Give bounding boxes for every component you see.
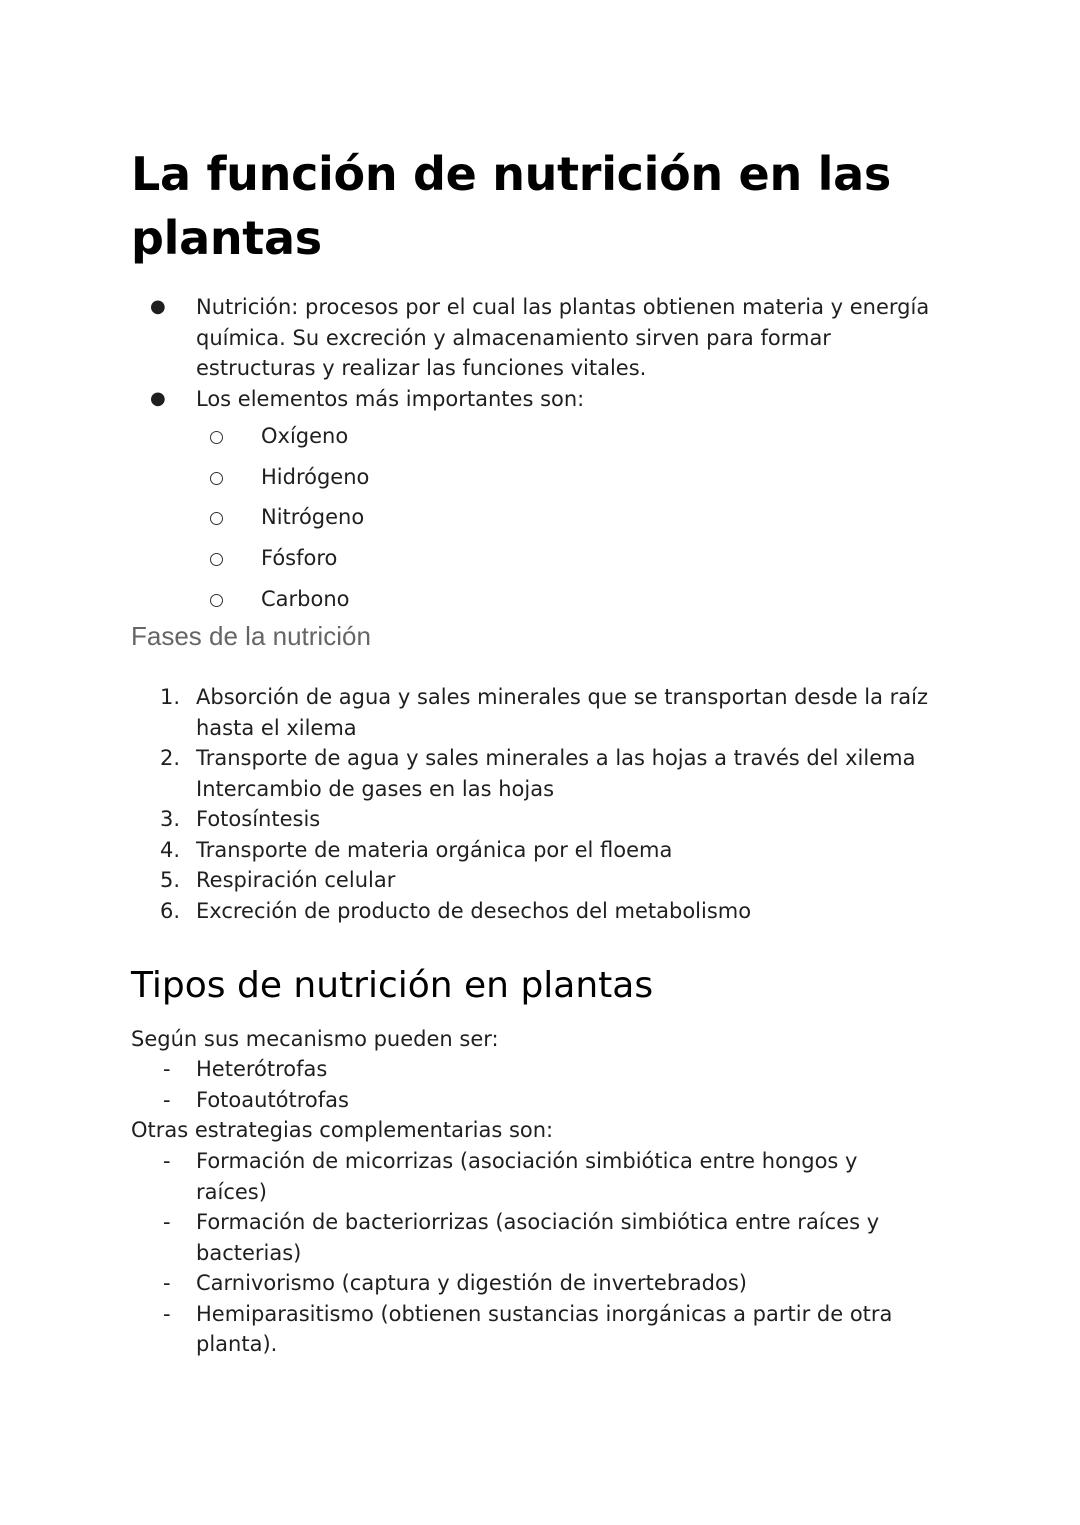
phases-heading: Fases de la nutrición <box>131 621 371 651</box>
dash-bullet: - <box>163 1271 171 1295</box>
list-item <box>0 804 1080 835</box>
list-item-text: Hemiparasitismo (obtienen sustancias inorgánicas a partir de otra planta). <box>196 1301 893 1356</box>
list-item <box>0 462 1080 503</box>
circle-bullet-icon <box>210 465 224 479</box>
list-item <box>0 865 1080 896</box>
strategies-intro: Otras estrategias complementarias son: <box>131 1118 554 1142</box>
list-item-text: Fotosíntesis <box>196 807 321 831</box>
list-item-text: Respiración celular <box>196 868 396 892</box>
list-item-text: Hidrógeno <box>261 464 370 489</box>
list-item-text: Nutrición: procesos por el cual las plantas obtienen materia y energía química. Su excreción y almacenamiento sirven para formar estructuras y realizar las funciones vitales. <box>196 295 930 380</box>
list-item-text: Heterótrofas <box>196 1057 328 1081</box>
list-item-text: Absorción de agua y sales minerales que se transportan desde la raíz hasta el xilema <box>196 685 929 740</box>
circle-bullet-icon <box>210 505 224 519</box>
list-item-text: Transporte de materia orgánica por el floema <box>196 837 673 862</box>
circle-bullet-icon <box>210 424 224 438</box>
dash-bullet: - <box>163 1149 171 1173</box>
dash-bullet: - <box>163 1301 171 1326</box>
list-item-text: Fósforo <box>261 546 338 571</box>
dash-bullet: - <box>163 1210 171 1234</box>
list-item-text: Carbono <box>261 586 350 611</box>
list-item <box>0 421 1080 462</box>
list-item <box>0 543 1080 584</box>
list-item <box>0 835 1080 866</box>
list-item <box>0 1207 1080 1268</box>
list-item <box>0 1085 1080 1116</box>
list-item-text: Fotoautótrofas <box>196 1087 349 1112</box>
page-title: La función de nutrición en las plantas <box>131 147 891 265</box>
list-item-text: Formación de micorrizas (asociación simbiótica entre hongos y raíces) <box>196 1149 858 1204</box>
list-number: 6. <box>160 898 181 923</box>
list-item-text: Nitrógeno <box>261 505 365 530</box>
strategies-list <box>0 1146 1080 1360</box>
list-item <box>0 743 1080 804</box>
list-item-text: Formación de bacteriorrizas (asociación simbiótica entre raíces y bacterias) <box>196 1210 880 1265</box>
circle-bullet-icon <box>210 587 224 601</box>
list-item <box>0 1054 1080 1085</box>
elements-sublist <box>0 421 1080 624</box>
dash-bullet: - <box>163 1087 171 1112</box>
list-item <box>0 1146 1080 1207</box>
list-item-text: Los elementos más importantes son: <box>196 386 585 411</box>
list-number: 3. <box>160 807 181 831</box>
list-item <box>0 1268 1080 1299</box>
list-item <box>0 1299 1080 1360</box>
circle-bullet-icon <box>210 546 224 560</box>
list-item <box>0 682 1080 743</box>
intro-bullet-list <box>0 292 1080 414</box>
mechanism-intro: Según sus mecanismo pueden ser: <box>131 1027 499 1051</box>
list-item-text: Oxígeno <box>261 424 349 448</box>
types-heading: Tipos de nutrición en plantas <box>131 965 654 1006</box>
bullet-icon: ● <box>150 296 166 317</box>
list-item-text: Carnivorismo (captura y digestión de invertebrados) <box>196 1271 747 1295</box>
phases-list <box>0 682 1080 926</box>
list-number: 5. <box>160 868 181 892</box>
list-item-text: Excreción de producto de desechos del metabolismo <box>196 898 752 923</box>
list-number: 2. <box>160 746 181 770</box>
list-item <box>0 384 1080 415</box>
list-item <box>0 292 1080 384</box>
list-item <box>0 896 1080 927</box>
bullet-icon: ● <box>150 387 166 409</box>
dash-bullet: - <box>163 1057 171 1081</box>
mechanisms-list <box>0 1054 1080 1115</box>
list-item-text: Transporte de agua y sales minerales a las hojas a través del xilema Intercambio de gases en las hojas <box>196 746 916 801</box>
list-item <box>0 502 1080 543</box>
list-number: 4. <box>160 837 181 862</box>
list-number: 1. <box>160 685 181 709</box>
